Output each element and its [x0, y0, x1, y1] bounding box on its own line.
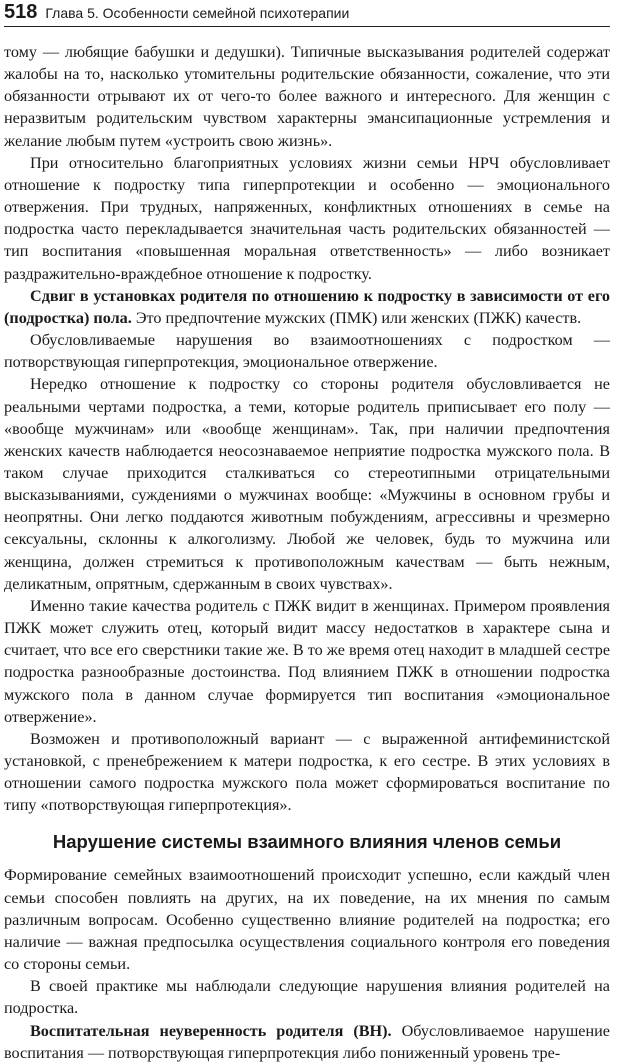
paragraph: [4, 728, 610, 817]
section-heading: Нарушение системы взаимного влияния членов семьи: [52, 831, 562, 853]
paragraph: [4, 285, 610, 329]
running-title: Глава 5. Особенности семейной психотерапии: [45, 5, 350, 21]
paragraph-text: Обусловливаемые нарушения во взаимоотношениях с подростком — потворствующая гиперпротекция, эмоциональное отвержение.: [4, 331, 610, 372]
paragraph: [4, 373, 610, 595]
paragraph: [4, 152, 610, 285]
paragraph-text: Это предпочтение мужских (ПМК) или женских (ПЖК) качеств.: [131, 308, 582, 327]
paragraph: [4, 595, 610, 728]
page-header: [4, 0, 610, 27]
paragraph-text: Возможен и противоположный вариант — с выраженной антифеминистской установкой, с пренебрежением к матери подростка, к его сестре. В этих условиях в отношении самого подростка мужского пола может сформироваться воспитание по типу «потворствующая гиперпротекция».: [4, 729, 610, 815]
page-body: [4, 41, 610, 1064]
bold-lead: Воспитательная неуверенность родителя (ВН).: [30, 1021, 392, 1040]
paragraph-text: тому — любящие бабушки и дедушки). Типичные высказывания родителей содержат жалобы на то, насколько утомительны родительские обязанности, сожаление, что эти обязанности отрывают их от чего-то более важного и интересного. Для женщин с неразвитым родительским чувством характерны эмансипационные устремления и желание любым путем «устроить свою жизнь».: [4, 43, 610, 150]
paragraph-text: Нередко отношение к подростку со стороны родителя обусловливается не реальными чертами подростка, а теми, которые родитель приписывает его полу — «вообще мужчинам» или «вообще женщинам». Так, при наличии предпочтения женских качеств наблюдается неосознаваемое неприятие подростка мужского пола. В таком случае приходится сталкиваться со стереотипными отрицательными высказываниями, суждениями о мужчинах вообще: «Мужчины в основном грубы и неопрятны. Они легко поддаются животным побуждениям, агрессивны и чрезмерно сексуальны, склонны к алкоголизму. Любой же человек, будь то мужчина или женщина, должен стремиться к противоположным качествам — быть нежным, деликатным, опрятным, сдержанным в своих чувствах».: [4, 375, 610, 593]
paragraph: [4, 975, 610, 1019]
bold-lead: Сдвиг в установках родителя по отношению к подростку в зависимости от его (подростка) пола.: [4, 286, 610, 327]
text-block-after: [4, 864, 610, 1063]
paragraph-text: В своей практике мы наблюдали следующие нарушения влияния родителей на подростка.: [4, 977, 610, 1018]
paragraph-text: Обусловливаемое нарушение воспитания — потворствующая гиперпротекция либо пониженный уровень тре-: [4, 1021, 610, 1062]
paragraph: [4, 41, 610, 152]
paragraph-text: Именно такие качества родитель с ПЖК видит в женщинах. Примером проявления ПЖК может служить отец, который видит массу недостатков в характере сына и считает, что все его сверстники такие же. В то же время отец находит в младшей сестре подростка разнообразные достоинства. Под влиянием ПЖК в отношении подростка мужского пола в данном случае формируется тип воспитания «эмоциональное отвержение».: [4, 596, 610, 726]
paragraph-text: Формирование семейных взаимоотношений происходит успешно, если каждый член семьи способен повлиять на других, на их поведение, на их мнения по самым различным вопросам. Особенно существенно влияние родителей на подростка; его наличие — важная предпосылка осуществления социального контроля его поведения со стороны семьи.: [4, 866, 610, 974]
page-number: 518: [4, 1, 38, 23]
text-block-before: [4, 41, 610, 816]
paragraph-text: При относительно благоприятных условиях жизни семьи НРЧ обусловливает отношение к подростку типа гиперпротекции и особенно — эмоционального отвержения. При трудных, напряженных, конфликтных отношениях в семье на подростка часто перекладывается значительная часть родительских обязанностей — тип воспитания «повышенная моральная ответственность» — либо возникает раздражительно-враждебное отношение к подростку.: [4, 153, 610, 283]
paragraph: [4, 1020, 610, 1064]
paragraph: [4, 329, 610, 373]
paragraph: [4, 864, 610, 975]
